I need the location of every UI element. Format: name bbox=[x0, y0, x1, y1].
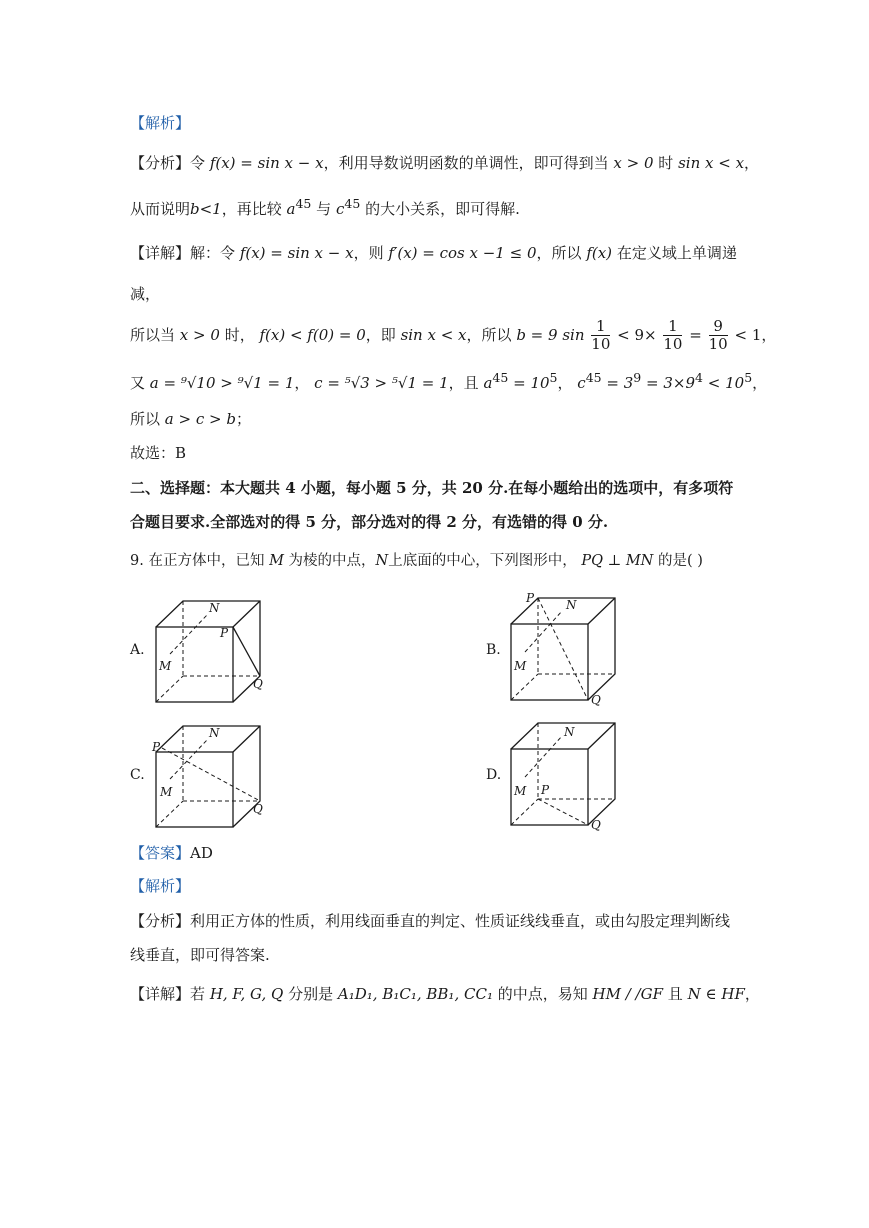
text: ，利用导数说明函数的单调性，即可得到当 bbox=[323, 154, 609, 172]
figure-option-d bbox=[505, 715, 630, 835]
text: ，再比较 bbox=[221, 200, 282, 218]
option-b-label: B. bbox=[486, 642, 501, 658]
label-Q: Q bbox=[591, 693, 601, 707]
figure-option-c bbox=[150, 720, 275, 835]
analysis2-line-2: 线垂直，即可得答案. bbox=[130, 946, 270, 964]
detail-conclusion: 故选：B bbox=[130, 444, 187, 462]
text: 利用正方体的性质，利用线面垂直的判定、性质证线线垂直，或由勾股定理判断线 bbox=[190, 912, 731, 930]
answer-value: AD bbox=[190, 844, 213, 862]
text: 9. 在正方体中，已知 bbox=[130, 553, 265, 569]
math-exponent: 5 bbox=[549, 370, 558, 385]
math-op: = 3×9 bbox=[646, 374, 696, 392]
math-op: = 10 bbox=[513, 374, 550, 392]
option-d-label: D. bbox=[486, 767, 502, 783]
math-parallel: HM / /GF bbox=[592, 985, 664, 1003]
text: 令 bbox=[190, 154, 206, 172]
analysis-tag-2: 【解析】 bbox=[130, 877, 191, 895]
answer-tag: 【答案】 bbox=[130, 844, 191, 862]
math-b-expr: b = 9 sin bbox=[516, 325, 585, 344]
math-c: c bbox=[335, 200, 345, 218]
math-fx: f(x) = sin x − x bbox=[209, 154, 324, 172]
math-c-root: c = ⁵√3 > ⁵√1 = 1 bbox=[314, 374, 449, 392]
math-order: a > c > b bbox=[164, 410, 236, 428]
analysis-tag-1: 【解析】 bbox=[130, 114, 191, 132]
math-exponent: 4 bbox=[695, 370, 703, 385]
text: 所以 bbox=[130, 410, 161, 428]
math-fx: f(x) bbox=[586, 244, 613, 262]
text: ，所以 bbox=[536, 244, 582, 262]
text: 若 bbox=[190, 985, 206, 1003]
math-N: N bbox=[375, 553, 389, 569]
option-a-label: A. bbox=[130, 642, 145, 658]
detail-tag: 【详解】 bbox=[130, 985, 191, 1003]
label-M: M bbox=[514, 659, 527, 673]
math-op: < 10 bbox=[707, 374, 745, 392]
math-fx: f(x) = sin x − x bbox=[239, 244, 354, 262]
math-points: H, F, G, Q bbox=[209, 985, 284, 1003]
label-P: P bbox=[152, 740, 161, 754]
math-exponent: 9 bbox=[633, 370, 642, 385]
label-M: M bbox=[160, 785, 173, 799]
analysis-tag: 【分析】 bbox=[130, 912, 191, 930]
text: 且 bbox=[667, 985, 683, 1003]
fraction-denominator: 10 bbox=[591, 335, 611, 354]
label-M: M bbox=[159, 659, 172, 673]
math-x-positive: x > 0 bbox=[179, 325, 220, 344]
text: ， bbox=[744, 154, 760, 172]
text: 的大小关系，即可得解. bbox=[365, 200, 520, 218]
section-heading-line-2: 合题目要求.全部选对的得 5 分，部分选对的得 2 分，有选错的得 0 分. bbox=[130, 513, 609, 531]
fraction bbox=[591, 318, 610, 354]
label-P: P bbox=[526, 591, 535, 605]
math-exponent: 45 bbox=[295, 196, 312, 211]
detail-line-2: 减， bbox=[130, 285, 161, 303]
math-f-inequality: f(x) < f(0) = 0 bbox=[259, 325, 366, 344]
label-N: N bbox=[209, 726, 220, 740]
math-op: = 3 bbox=[606, 374, 634, 392]
text: 从而说明 bbox=[130, 200, 191, 218]
math-op: < 1， bbox=[734, 325, 777, 344]
math-exponent: 45 bbox=[585, 370, 602, 385]
text: 为棱的中点， bbox=[288, 553, 376, 569]
text: 解：令 bbox=[190, 244, 236, 262]
math-sin-inequality: sin x < x bbox=[678, 154, 745, 172]
label-M: M bbox=[514, 784, 527, 798]
analysis-tag: 【分析】 bbox=[130, 154, 191, 172]
math-a: a bbox=[286, 200, 296, 218]
text: 时 bbox=[658, 154, 674, 172]
label-N: N bbox=[566, 598, 577, 612]
math-c: c bbox=[577, 374, 586, 392]
label-P: P bbox=[541, 783, 550, 797]
fraction-denominator: 10 bbox=[663, 335, 683, 354]
label-Q: Q bbox=[591, 818, 601, 832]
math-exponent: 45 bbox=[344, 196, 361, 211]
figure-option-b bbox=[505, 590, 630, 710]
text: ， bbox=[294, 374, 310, 392]
math-exponent: 45 bbox=[492, 370, 509, 385]
fraction-numerator: 9 bbox=[709, 318, 728, 336]
math-edges: A₁D₁, B₁C₁, BB₁, CC₁ bbox=[337, 985, 493, 1003]
fraction-numerator: 1 bbox=[591, 318, 610, 336]
math-exponent: 5 bbox=[744, 370, 753, 385]
fraction bbox=[709, 318, 728, 354]
detail2-line-1 bbox=[130, 983, 760, 1004]
option-c-label: C. bbox=[130, 767, 145, 783]
label-P: P bbox=[220, 626, 229, 640]
math-perpendicular: PQ ⊥ MN bbox=[581, 553, 654, 569]
fraction-denominator: 10 bbox=[708, 335, 728, 354]
text: 在定义域上单调递 bbox=[616, 244, 737, 262]
math-a: a bbox=[483, 374, 493, 392]
detail-tag: 【详解】 bbox=[130, 244, 191, 262]
figure-option-a bbox=[150, 595, 275, 710]
text: 的是( ) bbox=[657, 553, 703, 569]
math-derivative: f′(x) = cos x −1 ≤ 0 bbox=[388, 244, 537, 262]
text: ； bbox=[235, 410, 251, 428]
math-x-positive: x > 0 bbox=[613, 154, 654, 172]
math-M: M bbox=[269, 553, 284, 569]
text: 分别是 bbox=[288, 985, 334, 1003]
text: 与 bbox=[316, 200, 332, 218]
math-op: < 9× bbox=[617, 325, 657, 344]
text: ， bbox=[557, 374, 573, 392]
fraction-numerator: 1 bbox=[663, 318, 682, 336]
text: 时， bbox=[224, 325, 255, 344]
analysis2-line-1 bbox=[130, 910, 730, 931]
label-N: N bbox=[209, 601, 220, 615]
detail-line-3 bbox=[130, 318, 776, 354]
math-b-less-1: b<1 bbox=[190, 200, 222, 218]
detail-line-4 bbox=[130, 370, 767, 393]
text: ，即 bbox=[365, 325, 396, 344]
math-sin-inequality: sin x < x bbox=[400, 325, 467, 344]
fraction bbox=[663, 318, 682, 354]
text: ， bbox=[744, 985, 760, 1003]
analysis-line-1 bbox=[130, 152, 759, 173]
analysis-line-2 bbox=[130, 196, 520, 219]
label-N: N bbox=[564, 725, 575, 739]
text: ， bbox=[752, 374, 768, 392]
section-heading-line-1: 二、选择题：本大题共 4 小题，每小题 5 分，共 20 分.在每小题给出的选项中，有多项符 bbox=[130, 479, 734, 497]
math-op: = bbox=[689, 325, 702, 344]
math-membership: N ∈ HF bbox=[687, 985, 745, 1003]
text: 所以当 bbox=[130, 325, 176, 344]
text: ，且 bbox=[448, 374, 479, 392]
text: ，所以 bbox=[466, 325, 512, 344]
text: ，则 bbox=[353, 244, 384, 262]
math-a-root: a = ⁹√10 > ⁹√1 = 1 bbox=[149, 374, 295, 392]
text: 又 bbox=[130, 374, 146, 392]
text: 上底面的中心，下列图形中， bbox=[388, 553, 577, 569]
question-9-stem bbox=[130, 549, 703, 570]
detail-line-5 bbox=[130, 408, 251, 429]
label-Q: Q bbox=[253, 677, 263, 691]
answer-line bbox=[130, 842, 213, 863]
detail-line-1 bbox=[130, 242, 737, 263]
text: 的中点，易知 bbox=[497, 985, 588, 1003]
label-Q: Q bbox=[253, 802, 263, 816]
